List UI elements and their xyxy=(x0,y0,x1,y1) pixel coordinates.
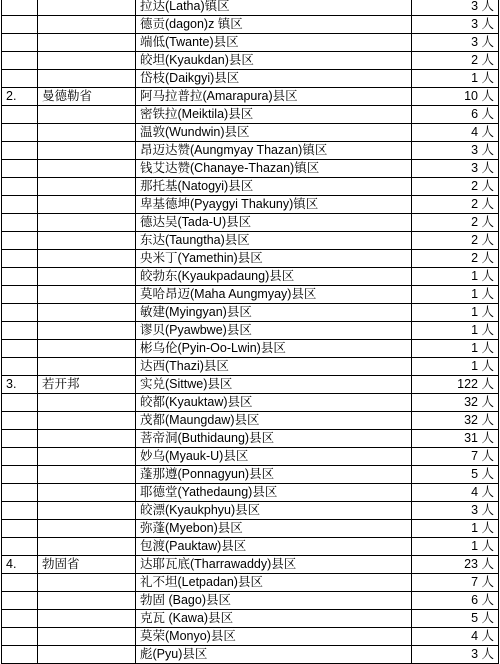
count-cell: 1 人 xyxy=(412,286,499,304)
row-number xyxy=(2,178,38,196)
count-cell: 2 人 xyxy=(412,250,499,268)
row-number xyxy=(2,322,38,340)
row-number xyxy=(2,628,38,646)
district-cell: 温敦(Wundwin)县区 xyxy=(136,124,412,142)
province-cell xyxy=(38,592,136,610)
province-cell xyxy=(38,628,136,646)
province-cell xyxy=(38,304,136,322)
count-cell: 32 人 xyxy=(412,412,499,430)
province-cell xyxy=(38,142,136,160)
province-cell xyxy=(38,16,136,34)
table-row xyxy=(2,16,499,34)
district-cell: 岱枝(Daikgyi)县区 xyxy=(136,70,412,88)
province-cell xyxy=(38,448,136,466)
row-number xyxy=(2,412,38,430)
district-cell: 敏建(Myingyan)县区 xyxy=(136,304,412,322)
count-cell: 7 人 xyxy=(412,448,499,466)
table-row xyxy=(2,0,499,16)
row-number xyxy=(2,196,38,214)
row-number xyxy=(2,106,38,124)
count-cell: 5 人 xyxy=(412,466,499,484)
row-number xyxy=(2,232,38,250)
table-row xyxy=(2,214,499,232)
table-row xyxy=(2,142,499,160)
district-cell: 钱艾达赞(Chanaye-Thazan)镇区 xyxy=(136,160,412,178)
table-row xyxy=(2,124,499,142)
district-cell: 那托基(Natogyi)县区 xyxy=(136,178,412,196)
count-cell: 1 人 xyxy=(412,340,499,358)
table-row xyxy=(2,610,499,628)
province-cell: 勃固省 xyxy=(38,556,136,574)
count-cell: 2 人 xyxy=(412,232,499,250)
province-cell xyxy=(38,250,136,268)
province-cell xyxy=(38,34,136,52)
province-cell xyxy=(38,232,136,250)
table-row xyxy=(2,502,499,520)
district-cell: 拉达(Latha)镇区 xyxy=(136,0,412,16)
district-cell: 昂迈达赞(Aungmyay Thazan)镇区 xyxy=(136,142,412,160)
table-row xyxy=(2,34,499,52)
district-cell: 皎漂(Kyaukphyu)县区 xyxy=(136,502,412,520)
district-cell: 彬乌伦(Pyin-Oo-Lwin)县区 xyxy=(136,340,412,358)
row-number xyxy=(2,520,38,538)
row-number xyxy=(2,394,38,412)
province-cell xyxy=(38,430,136,448)
province-cell xyxy=(38,484,136,502)
count-cell: 3 人 xyxy=(412,16,499,34)
district-cell: 密铁拉(Meiktila)县区 xyxy=(136,106,412,124)
district-cell: 端低(Twante)县区 xyxy=(136,34,412,52)
district-count-table xyxy=(1,0,499,664)
province-cell xyxy=(38,214,136,232)
district-cell: 妙乌(Myauk-U)县区 xyxy=(136,448,412,466)
count-cell: 2 人 xyxy=(412,178,499,196)
province-cell xyxy=(38,358,136,376)
row-number xyxy=(2,286,38,304)
district-cell: 皎都(Kyauktaw)县区 xyxy=(136,394,412,412)
district-cell: 莫哈昂迈(Maha Aungmyay)县区 xyxy=(136,286,412,304)
count-cell: 2 人 xyxy=(412,52,499,70)
table-row xyxy=(2,358,499,376)
district-cell: 皎勃东(Kyaukpadaung)县区 xyxy=(136,268,412,286)
province-cell xyxy=(38,574,136,592)
count-cell: 32 人 xyxy=(412,394,499,412)
count-cell: 7 人 xyxy=(412,574,499,592)
table-row xyxy=(2,196,499,214)
province-cell xyxy=(38,124,136,142)
count-cell: 4 人 xyxy=(412,628,499,646)
table-row xyxy=(2,70,499,88)
count-cell: 3 人 xyxy=(412,0,499,16)
count-cell: 1 人 xyxy=(412,70,499,88)
province-cell xyxy=(38,52,136,70)
district-cell: 包渡(Pauktaw)县区 xyxy=(136,538,412,556)
table-row xyxy=(2,106,499,124)
row-number xyxy=(2,124,38,142)
province-cell xyxy=(38,538,136,556)
province-cell xyxy=(38,322,136,340)
table-row xyxy=(2,466,499,484)
count-cell: 3 人 xyxy=(412,142,499,160)
count-cell: 3 人 xyxy=(412,34,499,52)
district-cell: 耶德堂(Yathedaung)县区 xyxy=(136,484,412,502)
count-cell: 1 人 xyxy=(412,358,499,376)
district-cell: 蓬那遵(Ponnagyun)县区 xyxy=(136,466,412,484)
row-number xyxy=(2,430,38,448)
district-cell: 莫荣(Monyo)县区 xyxy=(136,628,412,646)
row-number xyxy=(2,340,38,358)
province-cell xyxy=(38,106,136,124)
table-row xyxy=(2,178,499,196)
row-number xyxy=(2,358,38,376)
district-cell: 德贡(dagon)z 镇区 xyxy=(136,16,412,34)
count-cell: 1 人 xyxy=(412,322,499,340)
count-cell: 5 人 xyxy=(412,610,499,628)
count-cell: 1 人 xyxy=(412,538,499,556)
count-cell: 10 人 xyxy=(412,88,499,106)
row-number xyxy=(2,646,38,664)
district-cell: 茂都(Maungdaw)县区 xyxy=(136,412,412,430)
count-cell: 4 人 xyxy=(412,124,499,142)
count-cell: 31 人 xyxy=(412,430,499,448)
district-cell: 德达吴(Tada-U)县区 xyxy=(136,214,412,232)
table-row xyxy=(2,340,499,358)
province-cell xyxy=(38,178,136,196)
count-cell: 3 人 xyxy=(412,502,499,520)
province-cell: 曼德勒省 xyxy=(38,88,136,106)
table-row xyxy=(2,628,499,646)
table-row xyxy=(2,268,499,286)
count-cell: 4 人 xyxy=(412,484,499,502)
province-cell xyxy=(38,160,136,178)
row-number xyxy=(2,502,38,520)
province-cell xyxy=(38,340,136,358)
count-cell: 2 人 xyxy=(412,196,499,214)
table-row xyxy=(2,412,499,430)
district-cell: 克瓦 (Kawa)县区 xyxy=(136,610,412,628)
district-cell: 东达(Taungtha)县区 xyxy=(136,232,412,250)
row-number xyxy=(2,610,38,628)
row-number xyxy=(2,448,38,466)
table-row xyxy=(2,286,499,304)
row-number xyxy=(2,70,38,88)
table-row xyxy=(2,160,499,178)
row-number xyxy=(2,160,38,178)
table-row xyxy=(2,304,499,322)
row-number: 2. xyxy=(2,88,38,106)
row-number xyxy=(2,16,38,34)
province-cell xyxy=(38,268,136,286)
district-cell: 礼不坦(Letpadan)县区 xyxy=(136,574,412,592)
district-cell: 达耶瓦底(Tharrawaddy)县区 xyxy=(136,556,412,574)
province-cell xyxy=(38,70,136,88)
count-cell: 1 人 xyxy=(412,520,499,538)
district-cell: 菩帝洞(Buthidaung)县区 xyxy=(136,430,412,448)
province-cell xyxy=(38,394,136,412)
row-number xyxy=(2,592,38,610)
row-number xyxy=(2,142,38,160)
table-row xyxy=(2,574,499,592)
table-row xyxy=(2,250,499,268)
count-cell: 6 人 xyxy=(412,592,499,610)
district-cell: 彪(Pyu)县区 xyxy=(136,646,412,664)
row-number xyxy=(2,484,38,502)
table-body xyxy=(2,0,499,664)
table-row xyxy=(2,88,499,106)
district-cell: 实兑(Sittwe)县区 xyxy=(136,376,412,394)
district-cell: 谬贝(Pyawbwe)县区 xyxy=(136,322,412,340)
province-cell: 若开邦 xyxy=(38,376,136,394)
table-row xyxy=(2,232,499,250)
table-row xyxy=(2,394,499,412)
count-cell: 6 人 xyxy=(412,106,499,124)
district-cell: 弥蓬(Myebon)县区 xyxy=(136,520,412,538)
district-cell: 勃固 (Bago)县区 xyxy=(136,592,412,610)
table-row xyxy=(2,646,499,664)
province-cell xyxy=(38,646,136,664)
province-cell xyxy=(38,0,136,16)
row-number xyxy=(2,52,38,70)
province-cell xyxy=(38,196,136,214)
row-number: 4. xyxy=(2,556,38,574)
table-row xyxy=(2,538,499,556)
row-number: 3. xyxy=(2,376,38,394)
district-cell: 卑基德坤(Pyaygyi Thakuny)镇区 xyxy=(136,196,412,214)
count-cell: 3 人 xyxy=(412,160,499,178)
row-number xyxy=(2,304,38,322)
row-number xyxy=(2,34,38,52)
table-row xyxy=(2,448,499,466)
table-row xyxy=(2,322,499,340)
table-row xyxy=(2,556,499,574)
table-row xyxy=(2,430,499,448)
province-cell xyxy=(38,520,136,538)
row-number xyxy=(2,250,38,268)
count-cell: 122 人 xyxy=(412,376,499,394)
count-cell: 1 人 xyxy=(412,268,499,286)
count-cell: 3 人 xyxy=(412,646,499,664)
table-row xyxy=(2,484,499,502)
count-cell: 1 人 xyxy=(412,304,499,322)
district-cell: 皎坦(Kyaukdan)县区 xyxy=(136,52,412,70)
district-cell: 阿马拉普拉(Amarapura)县区 xyxy=(136,88,412,106)
row-number xyxy=(2,268,38,286)
table-row xyxy=(2,592,499,610)
row-number xyxy=(2,0,38,16)
row-number xyxy=(2,466,38,484)
district-cell: 达西(Thazi)县区 xyxy=(136,358,412,376)
table-row xyxy=(2,520,499,538)
row-number xyxy=(2,538,38,556)
count-cell: 2 人 xyxy=(412,214,499,232)
district-cell: 央米丁(Yamethin)县区 xyxy=(136,250,412,268)
table-row xyxy=(2,52,499,70)
province-cell xyxy=(38,610,136,628)
province-cell xyxy=(38,286,136,304)
province-cell xyxy=(38,466,136,484)
province-cell xyxy=(38,412,136,430)
row-number xyxy=(2,574,38,592)
count-cell: 23 人 xyxy=(412,556,499,574)
row-number xyxy=(2,214,38,232)
province-cell xyxy=(38,502,136,520)
table-row xyxy=(2,376,499,394)
